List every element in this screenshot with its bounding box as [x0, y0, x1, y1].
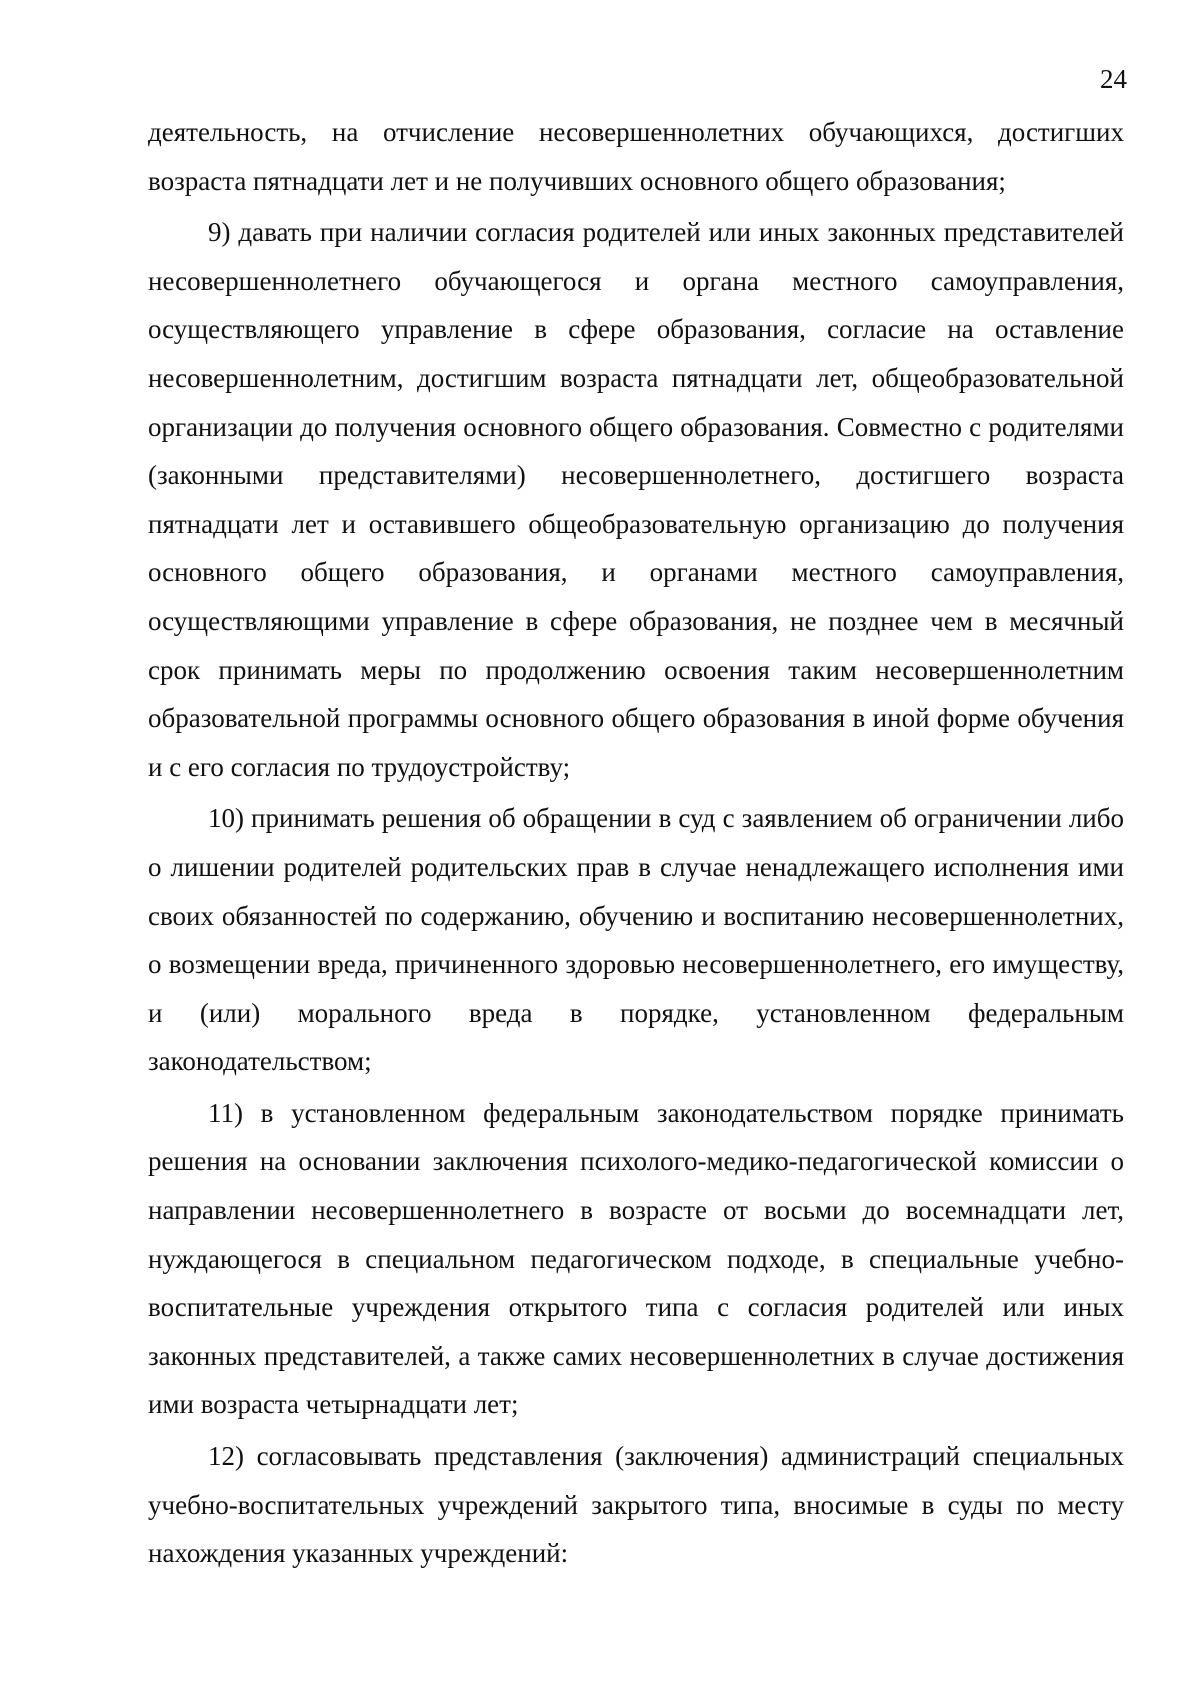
page-number: 24 — [1100, 64, 1127, 94]
paragraph-item-9: 9) давать при наличии согласия родителей или иных законных представителей несовершеннолетнего обучающегося и органа местного самоуправления, осуществляющего управление в сфере образования, согласие на оставление несовершеннолетним, достигшим возраста пятнадцати лет, общеобразовательной организации до получения основного общего образования. Совместно с родителями (законными представителями) несовершеннолетнего, достигшего возраста пятнадцати лет и оставившего общеобразовательную организацию до получения основного общего образования, и органами местного самоуправления, осуществляющими управление в сфере образования, не позднее чем в месячный срок принимать меры по продолжению освоения таким несовершеннолетним образовательной программы основного общего образования в иной форме обучения и с его согласия по трудоустройству; — [148, 217, 1124, 782]
document-body — [148, 108, 1124, 1578]
paragraph-item-12: 12) согласовывать представления (заключения) администраций специальных учебно-воспитательных учреждений закрытого типа, вносимые в суды по месту нахождения указанных учреждений: — [148, 1441, 1124, 1569]
paragraph-item-10: 10) принимать решения об обращении в суд с заявлением об ограничении либо о лишении родителей родительских прав в случае ненадлежащего исполнения ими своих обязанностей по содержанию, обучению и воспитанию несовершеннолетних, о возмещении вреда, причиненного здоровью несовершеннолетнего, его имуществу, и (или) морального вреда в порядке, установленном федеральным законодательством; — [148, 803, 1124, 1077]
paragraph-continuation: деятельность, на отчисление несовершеннолетних обучающихся, достигших возраста пятнадцати лет и не получивших основного общего образования; — [148, 117, 1124, 196]
paragraph-item-11: 11) в установленном федеральным законодательством порядке принимать решения на основании заключения психолого-медико-педагогической комиссии о направлении несовершеннолетнего в возрасте от восьми до восемнадцати лет, нуждающегося в специальном педагогическом подходе, в специальные учебно-воспитательные учреждения открытого типа с согласия родителей или иных законных представителей, а также самих несовершеннолетних в случае достижения ими возраста четырнадцати лет; — [148, 1097, 1124, 1420]
